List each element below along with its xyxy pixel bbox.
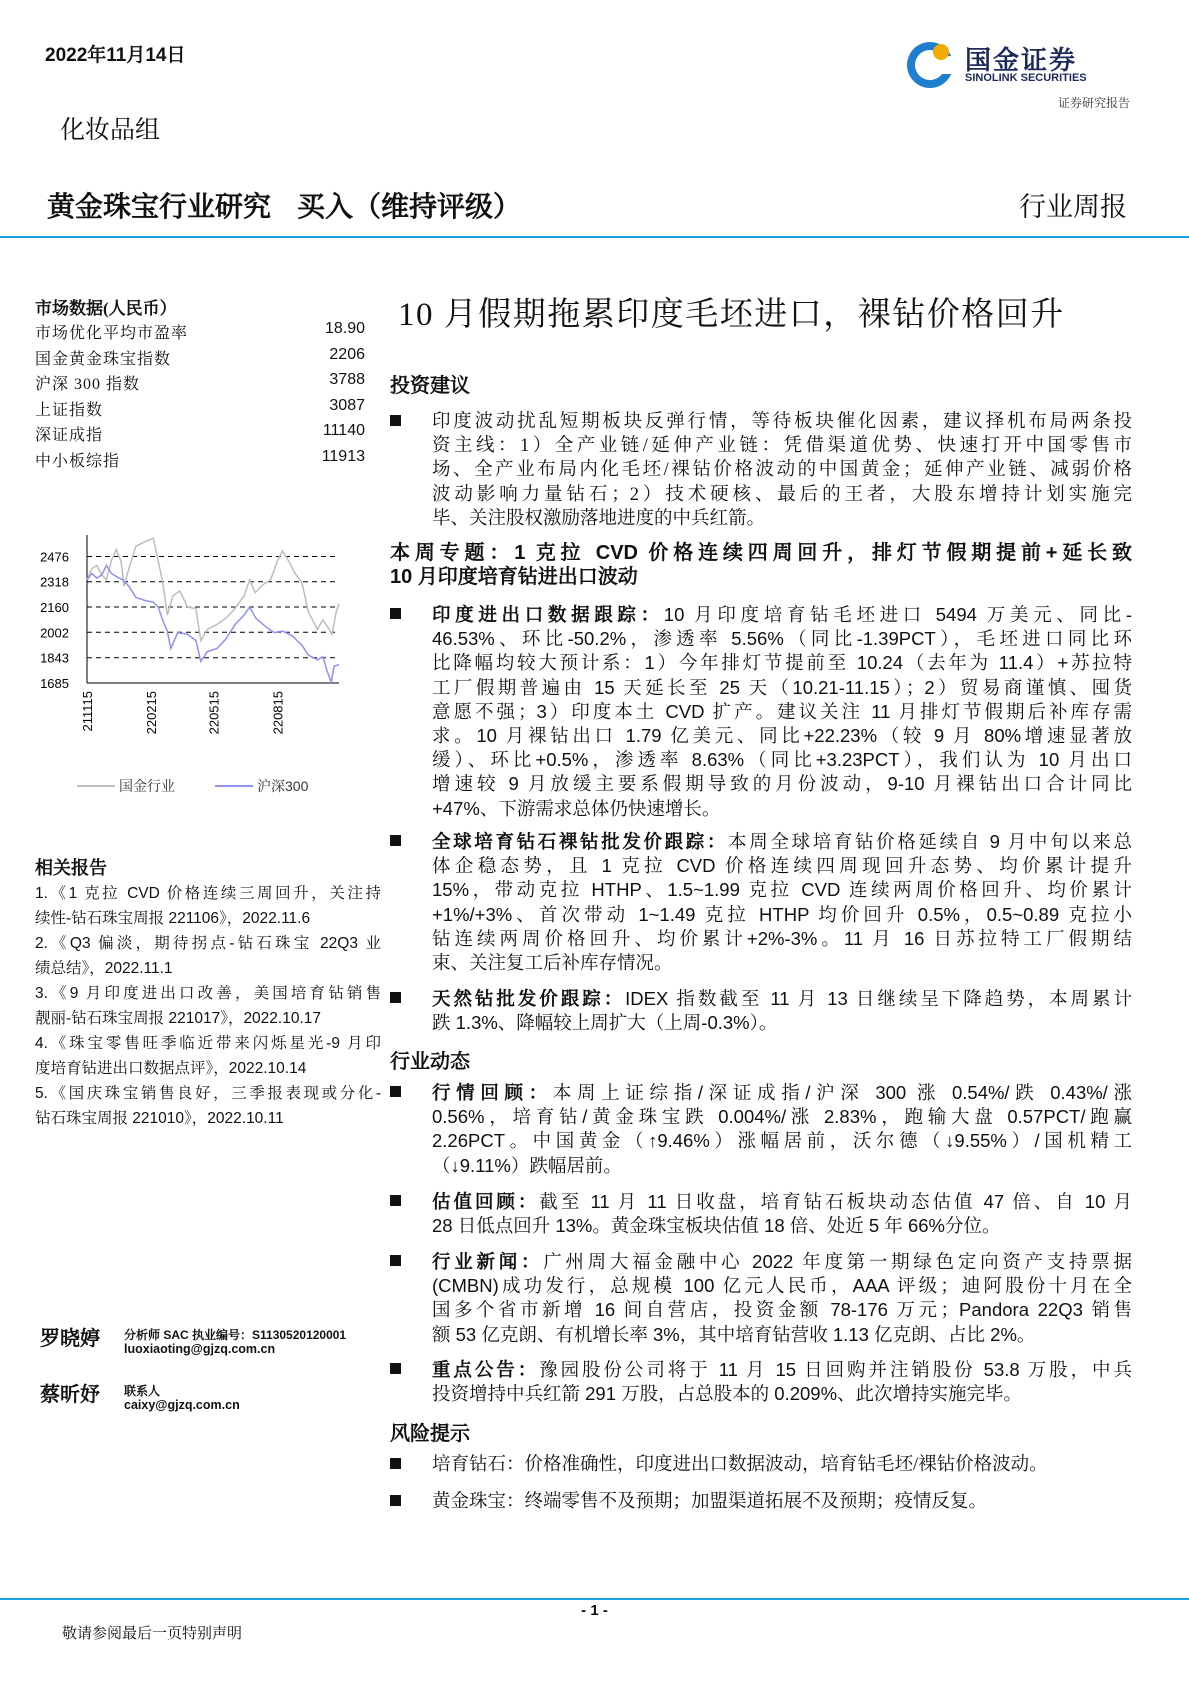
y-tick-label: 1843 bbox=[40, 650, 69, 666]
x-tick-label: 220515 bbox=[206, 691, 222, 735]
bullet-text: IDEX 指数截至 11 月 13 日继续呈下降趋势，本周累计 bbox=[625, 988, 1132, 1009]
text-line: 束、关注复工后补库存情况。 bbox=[432, 951, 673, 973]
text-line bbox=[432, 1190, 1132, 1214]
bullet-square-icon bbox=[390, 1086, 401, 1097]
bullet-square-icon bbox=[390, 1255, 401, 1266]
bullet-body bbox=[432, 1081, 1132, 1178]
related-report-line[interactable]: 钻石珠宝周报 221010》，2022.10.11 bbox=[35, 1110, 284, 1127]
text-line bbox=[432, 1358, 1132, 1382]
bullet-text: 本周全球培育钻价格延续自 9 月中旬以来总 bbox=[728, 831, 1132, 852]
bullet-lab-diamond-price bbox=[390, 830, 1132, 975]
y-tick-label: 2318 bbox=[40, 574, 69, 590]
bullet-natural-diamond-price bbox=[390, 987, 1132, 1035]
market-data-value: 18.90 bbox=[324, 320, 365, 337]
x-tick-label: 220815 bbox=[270, 691, 286, 735]
text-line: 跌 1.3%、降幅较上周扩大（上周-0.3%）。 bbox=[432, 1012, 778, 1034]
bullet-square-icon bbox=[390, 608, 401, 619]
bullet-square-icon bbox=[390, 415, 401, 426]
text-line bbox=[432, 1081, 1132, 1105]
bullet-body bbox=[432, 1490, 1132, 1514]
bullet-risk-lab-diamond bbox=[390, 1453, 1132, 1477]
text-line: 46.53%、环比-50.2%，渗透率 5.56%（同比-1.39PCT），毛坯进口同比环 bbox=[432, 628, 1132, 650]
text-line: +1%/+3%、首次带动 1~1.49 克拉 HTHP 均价回升 0.5%，0.5~0.89 克拉小 bbox=[432, 903, 1132, 925]
market-data-label: 中小板综指 bbox=[35, 452, 121, 470]
bullet-body bbox=[432, 1190, 1132, 1238]
y-tick-label: 2002 bbox=[40, 625, 69, 641]
market-data-label: 沪深 300 指数 bbox=[35, 376, 141, 393]
market-data-value: 2206 bbox=[329, 345, 365, 363]
bullet-text: 10 月印度培育钻毛坯进口 5494 万美元、同比- bbox=[663, 604, 1132, 625]
analyst-name: 罗晓婷 bbox=[40, 1328, 100, 1350]
series-line-industry bbox=[87, 538, 339, 640]
related-reports-list bbox=[35, 881, 381, 1131]
disclaimer-note: 敬请参阅最后一页特别声明 bbox=[62, 1626, 243, 1642]
text-line: 比降幅均较大预计系：1）今年排灯节提前至 10.24（去年为 11.4）+苏拉特 bbox=[432, 652, 1132, 674]
logo-mark-icon bbox=[905, 38, 957, 90]
bullet-lead-label: 行情回顾： bbox=[432, 1084, 553, 1104]
bullet-body bbox=[432, 1250, 1132, 1347]
market-data-row bbox=[35, 346, 365, 372]
report-headline bbox=[47, 185, 521, 225]
text-line: 15%，带动克拉 HTHP、1.5~1.99 克拉 CVD 连续两周价格回升、均价累计 bbox=[432, 879, 1132, 901]
market-data-row bbox=[35, 320, 365, 346]
bullet-india-trade bbox=[390, 603, 1132, 821]
bullet-lead-label: 重点公告： bbox=[432, 1361, 540, 1381]
analyst-email[interactable]: caixy@gjzq.com.cn bbox=[124, 1398, 240, 1412]
text-line: （↓9.11%）跌幅居前。 bbox=[432, 1154, 622, 1176]
text-line: 缓）、环比+0.5%，渗透率 8.63%（同比+3.23PCT），我们认为 10 月出口 bbox=[432, 749, 1132, 771]
section-risk-heading: 风险提示 bbox=[390, 1423, 470, 1445]
related-report-line[interactable]: 靓丽-钻石珠宝周报 221017》，2022.10.17 bbox=[35, 1010, 322, 1027]
legend-label: 国金行业 bbox=[119, 778, 175, 794]
market-data-label: 深证成指 bbox=[35, 427, 104, 444]
market-data-row bbox=[35, 422, 365, 448]
bullet-body bbox=[432, 1453, 1132, 1477]
legend-label: 沪深300 bbox=[257, 778, 309, 794]
market-data-row bbox=[35, 448, 365, 474]
bullet-square-icon bbox=[390, 992, 401, 1003]
rating-label: 买入（维持评级） bbox=[297, 191, 522, 222]
bullet-lead-label: 天然钻批发价跟踪： bbox=[432, 990, 626, 1010]
bullet-industry-news bbox=[390, 1250, 1132, 1347]
bullet-lead-label: 全球培育钻石裸钻批发价跟踪： bbox=[432, 833, 729, 853]
footer-divider bbox=[0, 1598, 1189, 1600]
related-report-line[interactable]: 度培育钻进出口数据点评》，2022.10.14 bbox=[35, 1060, 307, 1077]
text-line: 10 月印度培育钻进出口波动 bbox=[390, 566, 638, 588]
text-line: 增速较 9 月放缓主要系假期导致的月份波动，9-10 月裸钻出口合计同比 bbox=[432, 773, 1132, 795]
related-reports-heading: 相关报告 bbox=[35, 858, 107, 878]
market-data-value: 11913 bbox=[321, 447, 365, 465]
market-data-value: 3087 bbox=[329, 396, 365, 414]
report-type: 行业周报 bbox=[1019, 192, 1127, 222]
text-line: 场、全产业布局内化毛坯/裸钻价格波动的中国黄金；延伸产业链、减弱价格 bbox=[432, 460, 1132, 481]
market-data-table bbox=[35, 320, 365, 473]
bullet-valuation-review bbox=[390, 1190, 1132, 1238]
text-line: 国多个省市新增 16 间自营店，投资金额 78-176 万元；Pandora 22Q3 销售 bbox=[432, 1299, 1132, 1321]
related-report-line[interactable]: 5.《国庆珠宝销售良好，三季报表现或分化- bbox=[35, 1085, 381, 1102]
text-line: 投资增持中兵红箭 291 万股，占总股本的 0.209%、此次增持实施完毕。 bbox=[432, 1383, 1023, 1405]
text-line: 28 日低点回升 13%。黄金珠宝板块估值 18 倍、处近 5 年 66%分位。 bbox=[432, 1215, 1001, 1237]
bullet-square-icon bbox=[390, 1495, 401, 1506]
text-line bbox=[432, 603, 1132, 627]
brand-name-cn: 国金证券 bbox=[965, 45, 1078, 75]
analyst-email[interactable]: luoxiaoting@gjzq.com.cn bbox=[124, 1342, 276, 1356]
text-line: 毕、关注股权激励落地进度的中兵红箭。 bbox=[432, 508, 766, 529]
related-report-line[interactable]: 绩总结》，2022.11.1 bbox=[35, 960, 173, 977]
market-data-row bbox=[35, 371, 365, 397]
text-line: 黄金珠宝：终端零售不及预期；加盟渠道拓展不及预期；疫情反复。 bbox=[432, 1492, 988, 1512]
text-line bbox=[432, 987, 1132, 1011]
text-line: 本周专题：1 克拉 CVD 价格连续四周回升，排灯节假期提前+延长致 bbox=[390, 542, 1132, 564]
section-invest-heading: 投资建议 bbox=[390, 375, 470, 397]
bullet-lead-label: 估值回顾： bbox=[432, 1193, 540, 1213]
brand-logo bbox=[905, 38, 1135, 90]
x-tick-label: 211115 bbox=[80, 691, 95, 732]
performance-chart bbox=[0, 520, 390, 810]
industry-label: 黄金珠宝行业研究 bbox=[47, 191, 272, 222]
related-report-line[interactable]: 4.《珠宝零售旺季临近带来闪烁星光-9 月印 bbox=[35, 1035, 381, 1052]
bullet-market-review bbox=[390, 1081, 1132, 1178]
market-data-label: 上证指数 bbox=[35, 401, 104, 419]
text-line: 印度波动扰乱短期板块反弹行情，等待板块催化因素，建议择机布局两条投 bbox=[432, 412, 1132, 432]
related-report-line[interactable]: 续性-钻石珠宝周报 221106》，2022.11.6 bbox=[35, 910, 311, 927]
bullet-text: 截至 11 月 11 日收盘，培育钻石板块动态估值 47 倍、自 10 月 bbox=[539, 1191, 1132, 1212]
market-data-row bbox=[35, 397, 365, 423]
bullet-text: 本周上证综指/深证成指/沪深 300 涨 0.54%/跌 0.43%/涨 bbox=[552, 1082, 1132, 1103]
text-line: 求。10 月裸钻出口 1.79 亿美元、同比+22.23%（较 9 月 80%增速显著放 bbox=[432, 724, 1132, 746]
bullet-body bbox=[432, 830, 1132, 975]
bullet-invest bbox=[390, 410, 1132, 531]
section-dynamics-heading: 行业动态 bbox=[390, 1051, 470, 1073]
bullet-lead-label: 行业新闻： bbox=[432, 1253, 544, 1273]
market-data-heading: 市场数据(人民币） bbox=[35, 299, 177, 318]
text-line: 意愿不强；3）印度本土 CVD 扩产。建议关注 11 月排灯节假期后补库存需 bbox=[432, 700, 1132, 722]
y-tick-label: 1685 bbox=[40, 676, 69, 691]
bullet-square-icon bbox=[390, 835, 401, 846]
bullet-text: 广州周大福金融中心 2022 年度第一期绿色定向资产支持票据 bbox=[543, 1251, 1132, 1272]
y-tick-label: 2160 bbox=[40, 600, 69, 615]
page-number: - 1 - bbox=[581, 1602, 608, 1619]
market-data-value: 3788 bbox=[329, 371, 365, 388]
text-line bbox=[432, 1250, 1132, 1274]
market-data-value: 11140 bbox=[322, 422, 365, 439]
related-report-line[interactable]: 2.《Q3 偏淡，期待拐点-钻石珠宝 22Q3 业 bbox=[35, 935, 381, 952]
bullet-body bbox=[432, 1358, 1132, 1406]
analyst-role: 联系人 bbox=[124, 1384, 161, 1398]
analyst-role: 分析师 SAC 执业编号：S1130520120001 bbox=[124, 1328, 347, 1342]
text-line: 0.56%，培育钻/黄金珠宝跌 0.004%/涨 2.83%，跑输大盘 0.57PCT/跑赢 bbox=[432, 1106, 1132, 1128]
brand-name-en: SINOLINK SECURITIES bbox=[965, 72, 1087, 84]
related-report-line[interactable]: 1.《1 克拉 CVD 价格连续三周回升，关注持 bbox=[35, 885, 381, 902]
text-line: (CMBN)成功发行，总规模 100 亿元人民币，AAA 评级；迪阿股份十月在全 bbox=[432, 1275, 1132, 1297]
x-tick-label: 220215 bbox=[144, 691, 160, 735]
text-line: 波动影响力量钻石；2）技术硬核、最后的王者，大股东增持计划实施完 bbox=[432, 484, 1132, 505]
market-data-label: 国金黄金珠宝指数 bbox=[35, 350, 172, 368]
text-line: 体企稳态势，且 1 克拉 CVD 价格连续四周现回升态势、均价累计提升 bbox=[432, 855, 1132, 877]
analyst-name: 蔡昕妤 bbox=[40, 1384, 100, 1406]
related-report-line[interactable]: 3.《9 月印度进出口改善，美国培育钻销售 bbox=[35, 985, 381, 1002]
y-tick-label: 2476 bbox=[40, 549, 69, 565]
bullet-body bbox=[432, 603, 1132, 821]
report-date: 2022年11月14日 bbox=[45, 45, 186, 66]
bullet-text: 豫园股份公司将于 11 月 15 日回购并注销股份 53.8 万股，中兵 bbox=[539, 1359, 1132, 1380]
text-line: 培育钻石：价格准确性，印度进出口数据波动，培育钻毛坯/裸钻价格波动。 bbox=[432, 1455, 1048, 1475]
text-line: +47%、下游需求总体仍快速增长。 bbox=[432, 797, 721, 819]
text-line: 钻连续两周价格回升、均价累计+2%-3%。11 月 16 日苏拉特工厂假期结 bbox=[432, 927, 1132, 949]
bullet-lead-label: 印度进出口数据跟踪： bbox=[432, 606, 664, 626]
bullet-body bbox=[432, 987, 1132, 1035]
research-group: 化妆品组 bbox=[60, 117, 161, 144]
text-line: 资主线：1）全产业链/延伸产业链：凭借渠道优势、快速打开中国零售市 bbox=[432, 436, 1132, 457]
brand-subtitle: 证券研究报告 bbox=[1057, 96, 1130, 110]
text-line: 工厂假期普遍由 15 天延长至 25 天（10.21-11.15）；2）贸易商谨慎、囤货 bbox=[432, 676, 1132, 698]
bullet-square-icon bbox=[390, 1458, 401, 1469]
report-title: 10 月假期拖累印度毛坯进口，裸钻价格回升 bbox=[398, 297, 1065, 333]
text-line: 2.26PCT。中国黄金（↑9.46%）涨幅居前，沃尔德（↓9.55%）/国机精工 bbox=[432, 1130, 1132, 1152]
text-line bbox=[432, 830, 1132, 854]
header-divider bbox=[0, 236, 1189, 238]
weekly-topic-heading bbox=[390, 541, 1132, 589]
bullet-square-icon bbox=[390, 1363, 401, 1374]
bullet-body bbox=[432, 410, 1132, 531]
text-line: 额 53 亿克朗、有机增长率 3%，其中培育钻营收 1.13 亿克朗、占比 2%。 bbox=[432, 1323, 1036, 1345]
bullet-key-announcements bbox=[390, 1358, 1132, 1406]
bullet-risk-gold-jewelry bbox=[390, 1490, 1132, 1514]
market-data-label: 市场优化平均市盈率 bbox=[35, 325, 189, 342]
bullet-square-icon bbox=[390, 1195, 401, 1206]
